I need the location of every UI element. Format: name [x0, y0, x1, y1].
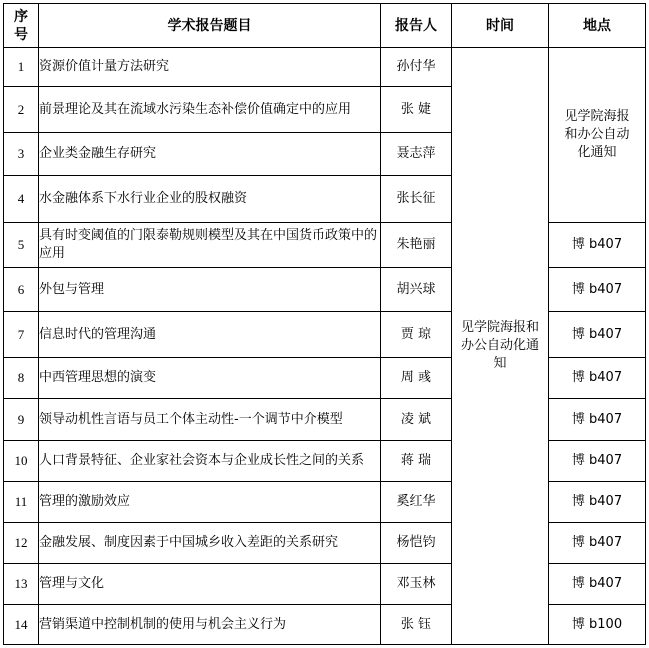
row-title: 具有时变阈值的门限泰勒规则模型及其在中国货币政策中的应用	[39, 223, 381, 268]
row-title: 管理的激励效应	[39, 482, 381, 523]
row-speaker: 张 婕	[381, 87, 452, 133]
row-num: 3	[4, 133, 39, 176]
table-row	[4, 523, 646, 564]
row-num: 7	[4, 312, 39, 358]
row-speaker: 张长征	[381, 176, 452, 223]
header-num: 序号	[4, 4, 39, 48]
row-num: 12	[4, 523, 39, 564]
row-num: 10	[4, 441, 39, 482]
row-title: 水金融体系下水行业企业的股权融资	[39, 176, 381, 223]
row-title: 人口背景特征、企业家社会资本与企业成长性之间的关系	[39, 441, 381, 482]
row-place: 博 b407	[549, 564, 646, 605]
table-row	[4, 312, 646, 358]
table-row	[4, 605, 646, 645]
row-place: 博 b407	[549, 223, 646, 268]
row-speaker: 周 彧	[381, 358, 452, 399]
header-place: 地点	[549, 4, 646, 48]
header-title: 学术报告题目	[39, 4, 381, 48]
table-row	[4, 399, 646, 441]
table-row	[4, 482, 646, 523]
row-num: 9	[4, 399, 39, 441]
row-num: 11	[4, 482, 39, 523]
time-merged-cell: 见学院海报和办公自动化通知	[452, 48, 549, 645]
row-title: 企业类金融生存研究	[39, 133, 381, 176]
row-speaker: 孙付华	[381, 48, 452, 87]
row-num: 6	[4, 268, 39, 312]
row-speaker: 聂志萍	[381, 133, 452, 176]
row-title: 前景理论及其在流域水污染生态补偿价值确定中的应用	[39, 87, 381, 133]
row-title: 外包与管理	[39, 268, 381, 312]
row-title: 管理与文化	[39, 564, 381, 605]
row-place: 博 b407	[549, 312, 646, 358]
row-speaker: 贾 琼	[381, 312, 452, 358]
row-speaker: 杨恺钧	[381, 523, 452, 564]
row-speaker: 奚红华	[381, 482, 452, 523]
row-title: 金融发展、制度因素于中国城乡收入差距的关系研究	[39, 523, 381, 564]
table-row	[4, 564, 646, 605]
row-num: 2	[4, 87, 39, 133]
table-row	[4, 48, 646, 87]
header-speaker: 报告人	[381, 4, 452, 48]
row-num: 4	[4, 176, 39, 223]
table-row	[4, 268, 646, 312]
row-place: 博 b407	[549, 399, 646, 441]
row-place: 博 b407	[549, 268, 646, 312]
lecture-schedule-table	[3, 3, 646, 645]
place-merged-cell: 见学院海报和办公自动化通知	[549, 48, 646, 223]
table-row	[4, 223, 646, 268]
row-speaker: 张 钰	[381, 605, 452, 645]
row-place: 博 b407	[549, 482, 646, 523]
row-speaker: 胡兴球	[381, 268, 452, 312]
row-title: 中西管理思想的演变	[39, 358, 381, 399]
table-row	[4, 358, 646, 399]
row-num: 5	[4, 223, 39, 268]
table-row	[4, 441, 646, 482]
row-place: 博 b407	[549, 358, 646, 399]
header-row	[4, 4, 646, 48]
row-place: 博 b407	[549, 523, 646, 564]
row-place: 博 b407	[549, 441, 646, 482]
row-speaker: 凌 斌	[381, 399, 452, 441]
row-num: 13	[4, 564, 39, 605]
row-num: 1	[4, 48, 39, 87]
row-place: 博 b100	[549, 605, 646, 645]
row-num: 8	[4, 358, 39, 399]
row-speaker: 朱艳丽	[381, 223, 452, 268]
row-speaker: 邓玉林	[381, 564, 452, 605]
row-title: 领导动机性言语与员工个体主动性-一个调节中介模型	[39, 399, 381, 441]
header-time: 时间	[452, 4, 549, 48]
row-speaker: 蒋 瑞	[381, 441, 452, 482]
row-title: 信息时代的管理沟通	[39, 312, 381, 358]
row-title: 资源价值计量方法研究	[39, 48, 381, 87]
row-num: 14	[4, 605, 39, 645]
row-title: 营销渠道中控制机制的使用与机会主义行为	[39, 605, 381, 645]
